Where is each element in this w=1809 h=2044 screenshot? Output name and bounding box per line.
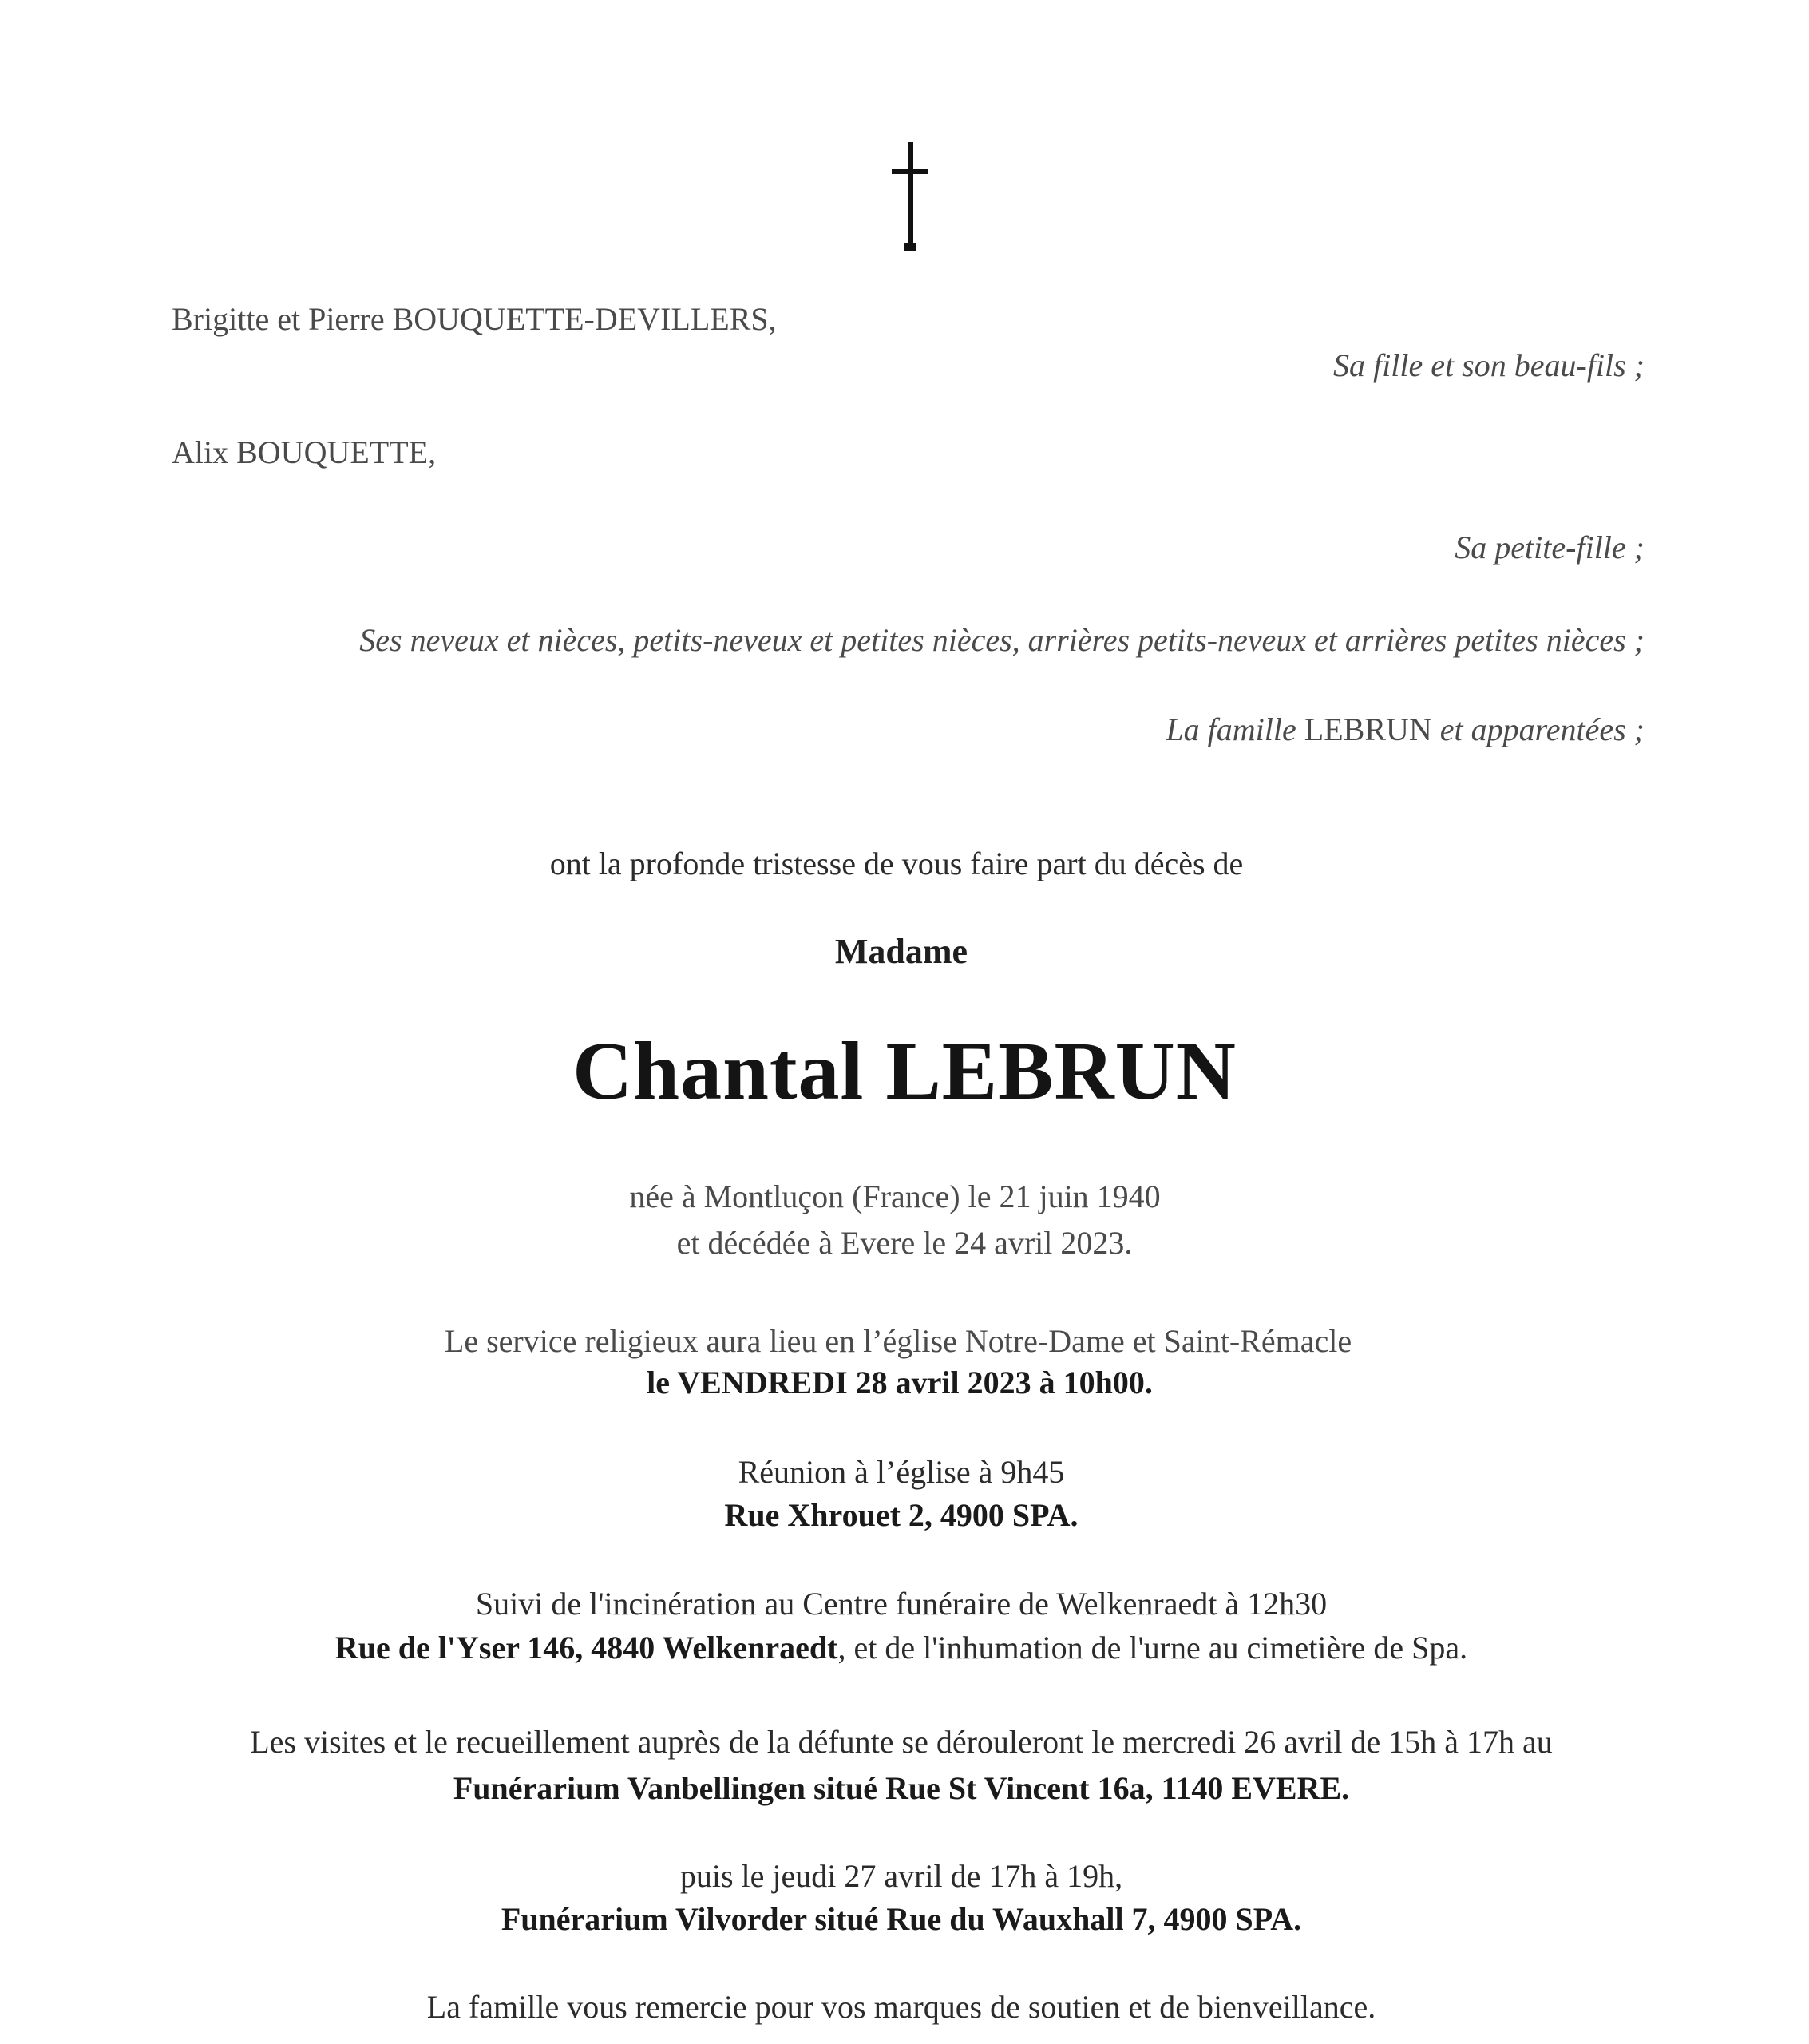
visits-info: Les visites et le recueillement auprès de la défunte se dérouleront le mercredi 26 avril de 15h à 17h au <box>250 1724 1553 1760</box>
family-lebrun <box>1166 711 1645 749</box>
announcement-intro: ont la profonde tristesse de vous faire part du décès de <box>549 846 1244 881</box>
family-role-daughter: Sa fille et son beau-fils ; <box>1333 347 1645 383</box>
deceased-title: Madame <box>834 932 968 971</box>
family-role-granddaughter: Sa petite-fille ; <box>1455 529 1645 565</box>
birth-info: née à Montluçon (France) le 21 juin 1940 <box>629 1178 1161 1214</box>
family-name-daughter: Brigitte et Pierre BOUQUETTE-DEVILLERS, <box>172 301 777 337</box>
visits-location-spa: Funérarium Vilvorder situé Rue du Wauxhall 7, 4900 SPA. <box>501 1901 1302 1937</box>
meeting-address: Rue Xhrouet 2, 4900 SPA. <box>724 1497 1079 1533</box>
cremation-info: Suivi de l'incinération au Centre funéraire de Welkenraedt à 12h30 <box>475 1586 1328 1622</box>
closing-thanks: La famille vous remercie pour vos marques de soutien et de bienveillance. <box>426 1989 1376 2025</box>
visits-location-evere: Funérarium Vanbellingen situé Rue St Vincent 16a, 1140 EVERE. <box>453 1770 1350 1806</box>
deceased-name: Chantal LEBRUN <box>572 1025 1237 1117</box>
family-nephews-nieces: Ses neveux et nièces, petits-neveux et petites nièces, arrières petits-neveux et arrières petites nièces ; <box>359 622 1645 658</box>
meeting-time: Réunion à l’église à 9h45 <box>738 1454 1065 1490</box>
cross-icon <box>890 142 930 254</box>
death-info: et décédée à Evere le 24 avril 2023. <box>676 1225 1133 1261</box>
visits-second-date: puis le jeudi 27 avril de 17h à 19h, <box>679 1858 1123 1894</box>
family-lebrun-name: LEBRUN <box>1304 711 1432 747</box>
cremation-address <box>0 1629 1806 1667</box>
family-lebrun-prefix: La famille <box>1166 711 1296 747</box>
service-datetime: le VENDREDI 28 avril 2023 à 10h00. <box>647 1365 1153 1400</box>
service-location: Le service religieux aura lieu en l’église Notre-Dame et Saint-Rémacle <box>444 1323 1352 1359</box>
family-name-granddaughter: Alix BOUQUETTE, <box>172 434 437 470</box>
cremation-address-rest: , et de l'inhumation de l'urne au cimetière de Spa. <box>837 1630 1468 1666</box>
cremation-address-bold: Rue de l'Yser 146, 4840 Welkenraedt <box>334 1630 838 1666</box>
family-lebrun-suffix: et apparentées ; <box>1439 711 1645 747</box>
